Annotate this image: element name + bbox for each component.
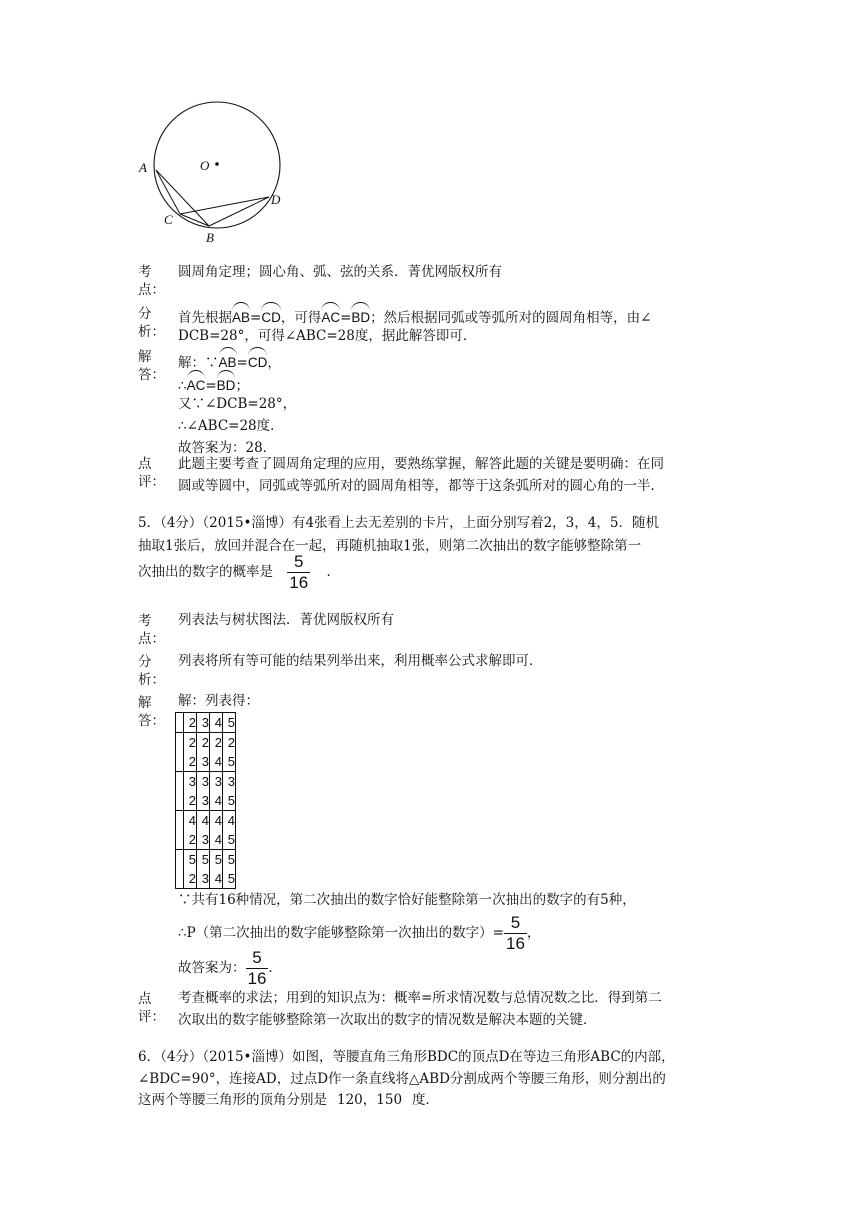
label-line: 考	[138, 613, 152, 629]
label-line: 分	[138, 654, 152, 670]
table-cell: 2	[184, 733, 197, 753]
table-cell: 4	[223, 811, 236, 831]
table-cell	[176, 811, 184, 831]
eq: =	[340, 310, 352, 326]
q4-jie-line5: 故答案为：28．	[178, 440, 277, 456]
text: 故答案为：	[178, 960, 246, 976]
label-line: 析：	[138, 324, 165, 340]
q6-line2: ∠BDC=90°，连接AD，过点D作一条直线将△ABD分割成两个等腰三角形，则分割出的	[138, 1071, 666, 1087]
table-cell: 5	[184, 850, 197, 870]
table-cell: 2	[184, 830, 197, 850]
table-cell: 5	[223, 830, 236, 850]
table-cell	[176, 869, 184, 889]
q5-jie-line2: ∵共有16种情况，第二次抽出的数字恰好能整除第一次抽出的数字的有5种，	[178, 892, 636, 908]
label-a: A	[139, 160, 147, 175]
table-row	[176, 791, 236, 811]
q4-fenxi-label	[138, 305, 165, 341]
circle-figure	[130, 90, 300, 250]
text: ∴	[178, 378, 187, 394]
q4-jie-line3: 又∵∠DCB=28°，	[178, 396, 297, 412]
q4-jie-line4: ∴∠ABC=28度．	[178, 418, 284, 434]
label-o: O	[200, 158, 210, 173]
numerator: 5	[252, 948, 262, 967]
table-row	[176, 772, 236, 792]
q5-answer-fraction-2	[246, 948, 269, 989]
q4-fenxi-line2: DCB=28°，可得∠ABC=28度，据此解答即可．	[178, 328, 477, 344]
q5-dianping-label	[138, 990, 165, 1026]
eq: =	[236, 355, 248, 371]
label-line: 解	[138, 695, 152, 711]
table-cell: 2	[223, 733, 236, 753]
q5-jie-line4	[178, 948, 282, 989]
table-cell: 5	[223, 752, 236, 772]
table-cell: 5	[223, 713, 236, 733]
table-cell: 3	[197, 772, 210, 792]
text: 解：∵	[178, 355, 219, 371]
q5-dianping-line1: 考查概率的求法；用到的知识点为：概率=所求情况数与总情况数之比．得到第二	[178, 990, 662, 1006]
table-cell: 3	[223, 772, 236, 792]
label-line: 分	[138, 306, 152, 322]
table-row	[176, 733, 236, 753]
q5-jie-line1: 解：列表得：	[178, 693, 259, 709]
q5-table	[175, 712, 236, 889]
q4-jieda-label	[138, 348, 165, 384]
q4-kaodian: 圆周角定理；圆心角、弧、弦的关系．菁优网版权所有	[178, 264, 502, 280]
table-cell: 4	[210, 791, 223, 811]
table-cell	[176, 733, 184, 753]
text: ；	[235, 378, 249, 394]
arc-cd: CD	[261, 303, 281, 329]
q4-kaodian-label	[138, 263, 165, 299]
table-row	[176, 713, 236, 733]
arc-bd: BD	[217, 371, 236, 397]
arc-ac: AC	[187, 371, 206, 397]
q4-dianping-line2: 圆或等圆中，同弧或等弧所对的圆周角相等，都等于这条弧所对的圆心角的一半．	[178, 478, 664, 494]
table-cell: 2	[184, 791, 197, 811]
label-line: 评：	[138, 1009, 165, 1025]
label-line: 点：	[138, 282, 165, 298]
table-cell: 5	[197, 850, 210, 870]
q5-answer-fraction	[287, 552, 310, 593]
label-line: 解	[138, 349, 152, 365]
table-cell: 4	[210, 869, 223, 889]
label-line: 答：	[138, 713, 165, 729]
table-cell: 4	[210, 811, 223, 831]
table-cell: 2	[197, 733, 210, 753]
table-cell: 4	[210, 830, 223, 850]
q5-kaodian-label	[138, 612, 165, 648]
chord-cd	[180, 197, 269, 214]
arc-cd: CD	[248, 348, 268, 374]
label-c: C	[164, 212, 173, 227]
q6-answer: 120，150	[337, 1092, 403, 1108]
text: 度．	[412, 1092, 440, 1108]
label-line: 考	[138, 264, 152, 280]
table-cell: 4	[210, 752, 223, 772]
label-line: 答：	[138, 367, 165, 383]
q5-dianping-line2: 次取出的数字能够整除第一次取出的数字的情况数是解决本题的关键．	[178, 1012, 597, 1028]
table-row	[176, 752, 236, 772]
label-line: 点	[138, 991, 152, 1007]
table-cell: 3	[197, 869, 210, 889]
denominator: 16	[289, 573, 309, 592]
q5-line1: 5．（4分）（2015•淄博）有4张看上去无差别的卡片，上面分别写着2，3，4，5．随机	[138, 515, 659, 531]
arc-ac: AC	[321, 303, 340, 329]
label-line: 评：	[138, 474, 165, 490]
text: ；然后根据同弧或等弧所对的圆周角相等，由∠	[370, 310, 652, 326]
text: ，	[267, 355, 281, 371]
text: ，可得	[280, 310, 322, 326]
text: ，	[526, 925, 541, 941]
table-cell: 3	[197, 752, 210, 772]
table-cell: 5	[210, 850, 223, 870]
q5-line3	[138, 552, 340, 593]
table-cell	[176, 772, 184, 792]
table-cell: 3	[197, 791, 210, 811]
eq: =	[205, 378, 217, 394]
label-line: 点	[138, 456, 152, 472]
label-line: 点：	[138, 631, 165, 647]
table-cell: 2	[210, 733, 223, 753]
denominator: 16	[505, 934, 525, 953]
table-cell: 4	[210, 713, 223, 733]
table-cell: 5	[223, 869, 236, 889]
q5-kaodian: 列表法与树状图法．菁优网版权所有	[178, 612, 394, 628]
eq: =	[250, 310, 262, 326]
table-cell: 5	[223, 791, 236, 811]
label-b: B	[206, 230, 214, 245]
numerator: 5	[294, 552, 304, 571]
q5-line2: 抽取1张后，放回并混合在一起，再随机抽取1张，则第二次抽出的数字能够整除第一	[138, 538, 642, 554]
text: 首先根据	[178, 310, 232, 326]
q6-line3	[138, 1089, 439, 1111]
table-cell	[176, 791, 184, 811]
table-cell: 2	[184, 869, 197, 889]
arc-ab: AB	[219, 348, 237, 374]
table-cell: 4	[184, 811, 197, 831]
table-cell: 2	[184, 752, 197, 772]
text: ．	[268, 960, 282, 976]
table-row	[176, 830, 236, 850]
label-d: D	[271, 192, 281, 207]
text: 次抽出的数字的概率是	[138, 564, 273, 580]
q6-line1: 6．（4分）（2015•淄博）如图，等腰直角三角形BDC的顶点D在等边三角形ABC的内部，	[138, 1049, 675, 1065]
numerator: 5	[510, 913, 521, 932]
text: ．	[326, 564, 341, 580]
table-cell	[176, 713, 184, 733]
text: ∴P（第二次抽出的数字能够整除第一次抽出的数字）=	[178, 925, 504, 941]
denominator: 16	[247, 969, 267, 988]
table-cell: 4	[197, 811, 210, 831]
table-cell: 3	[184, 772, 197, 792]
table-cell: 3	[197, 713, 210, 733]
table-row	[176, 850, 236, 870]
table-row	[176, 869, 236, 889]
q4-dianping-line1: 此题主要考查了圆周角定理的应用，要熟练掌握，解答此题的关键是要明确：在同	[178, 456, 664, 472]
q5-jieda-label	[138, 694, 165, 730]
table-cell	[176, 752, 184, 772]
table-row	[176, 811, 236, 831]
table-cell: 5	[223, 850, 236, 870]
q5-fenxi: 列表将所有等可能的结果列举出来，利用概率公式求解即可．	[178, 653, 543, 669]
q5-prob-fraction	[504, 913, 527, 954]
table-cell	[176, 830, 184, 850]
center-point	[215, 162, 219, 166]
table-cell: 2	[184, 713, 197, 733]
q5-fenxi-label	[138, 653, 165, 689]
q4-dianping-label	[138, 455, 165, 491]
table-cell	[176, 850, 184, 870]
arc-ab: AB	[232, 303, 250, 329]
arc-bd: BD	[351, 303, 370, 329]
table-cell: 3	[210, 772, 223, 792]
table-cell: 3	[197, 830, 210, 850]
text: 这两个等腰三角形的顶角分别是	[138, 1092, 327, 1108]
label-line: 析：	[138, 672, 165, 688]
